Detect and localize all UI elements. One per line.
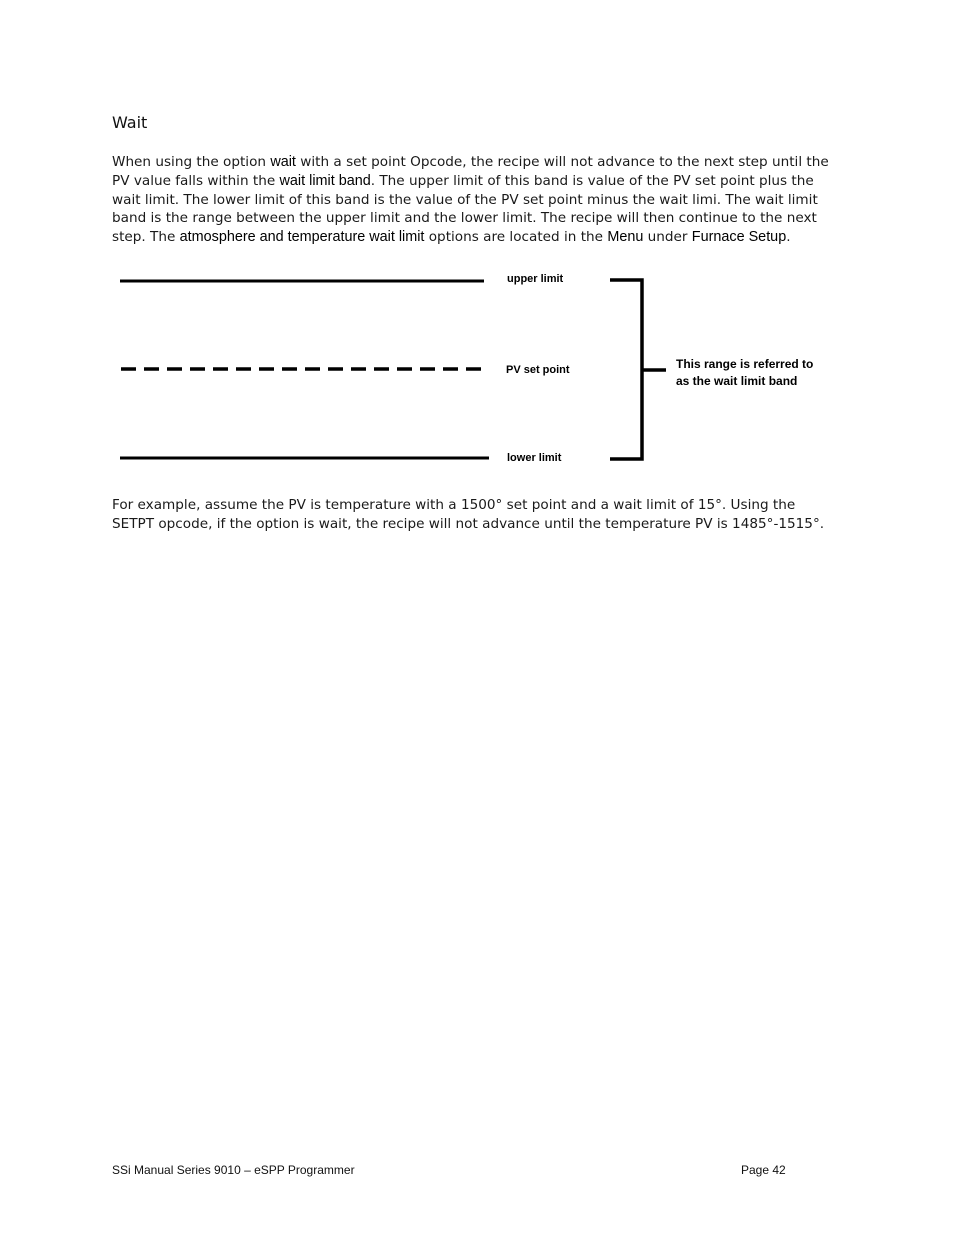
band-description-line-1: This range is referred to bbox=[676, 357, 814, 371]
footer-page-number: Page 42 bbox=[741, 1163, 786, 1177]
band-bracket bbox=[610, 280, 642, 459]
text-segment: . bbox=[786, 229, 791, 246]
keyword-menu: Menu bbox=[607, 229, 644, 246]
band-description-line-2: as the wait limit band bbox=[676, 374, 798, 388]
keyword-wait-limit-options: atmosphere and temperature wait limit bbox=[179, 229, 425, 246]
text-segment: When using the option bbox=[112, 154, 271, 170]
text-segment: . The upper limit of this band is value of the PV set point plus the wait limit. The lower limit of this band is the value of the PV set point minus the wait limi. The wait limit band is the range between the upper limit and the lower limit. The recipe will then continue to the next step. The bbox=[112, 172, 818, 246]
text-segment: with a set point Opcode, the recipe will not advance to the next step until the PV value falls within the bbox=[112, 154, 829, 189]
pv-set-point-label: PV set point bbox=[506, 364, 570, 376]
upper-limit-label: upper limit bbox=[507, 273, 564, 285]
text-segment: options are located in the bbox=[424, 229, 608, 246]
lower-limit-label: lower limit bbox=[507, 452, 562, 464]
keyword-wait-limit-band: wait limit band bbox=[279, 172, 371, 189]
keyword-wait: wait bbox=[270, 154, 296, 170]
section-title: Wait bbox=[112, 113, 148, 132]
example-paragraph: For example, assume the PV is temperature with a 1500° set point and a wait limit of 15°. Using the SETPT opcode, if the option is wait, the recipe will not advance until the temperature PV is 1485°-1515°. bbox=[112, 497, 825, 532]
footer-manual-title: SSi Manual Series 9010 – eSPP Programmer bbox=[112, 1163, 355, 1177]
keyword-furnace-setup: Furnace Setup bbox=[691, 229, 787, 246]
wait-description-paragraph bbox=[112, 153, 837, 247]
text-segment: under bbox=[643, 229, 692, 246]
